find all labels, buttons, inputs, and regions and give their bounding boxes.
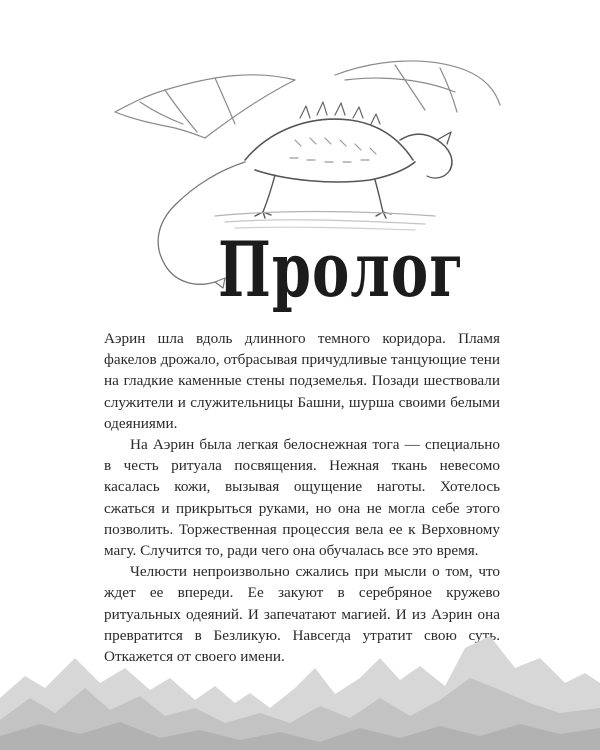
mountains-illustration <box>0 628 600 750</box>
paragraph: Аэрин шла вдоль длинного темного коридора. Пламя факелов дрожало, отбрасывая причудливые танцующие тени на гладкие каменные стены подземелья. Позади шествовали служители и служительницы Башни, шурша своими белыми одеяниями. <box>104 330 500 432</box>
paragraph: На Аэрин была легкая белоснежная тога — специально в честь ритуала посвящения. Нежная ткань невесомо касалась кожи, вызывая ощущение наготы. Хотелось сжаться и прикрыться руками, но она не могла себе этого позволить. Торжественная процессия вела ее к Верховному магу. Случится то, ради чего она обучалась все это время. <box>104 436 500 560</box>
chapter-title: Пролог <box>218 225 465 315</box>
chapter-body <box>104 328 500 667</box>
paragraph: Челюсти непроизвольно сжались при мысли о том, что ждет ее впереди. Ее закуют в серебряное кружево ритуальных одеяний. И запечатают магией. И из Аэрин она превратится в Безликую. Навсегда утратит свою суть. Откажется от своего имени. <box>104 563 500 666</box>
